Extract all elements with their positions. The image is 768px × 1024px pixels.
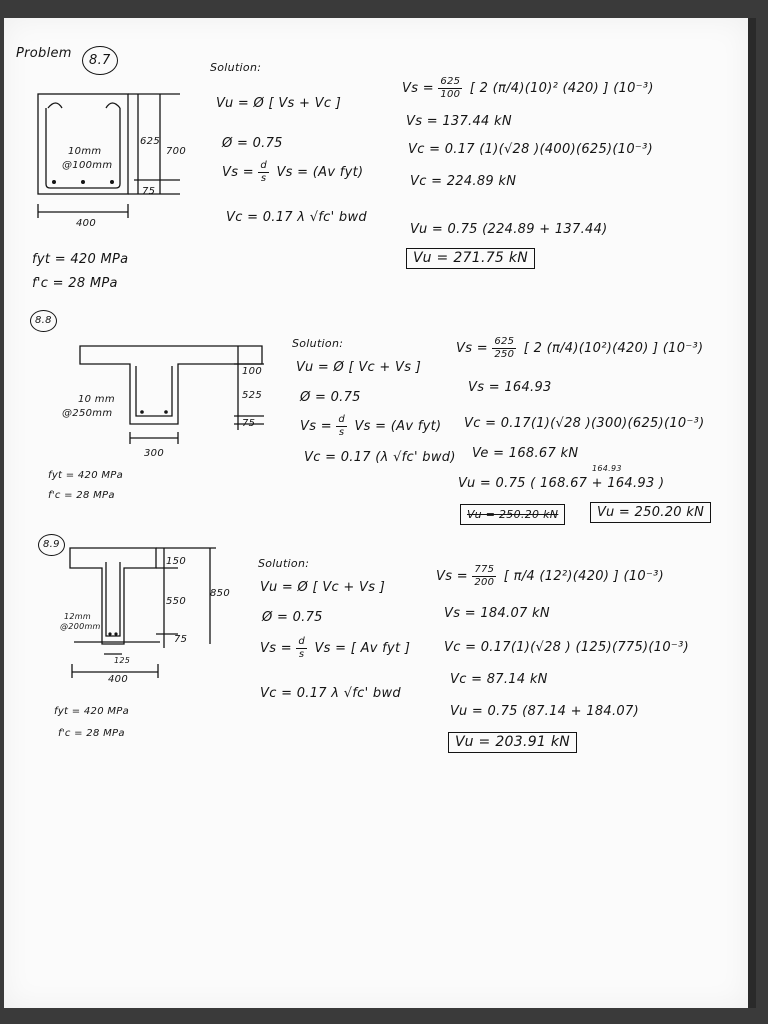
solution-title: Solution: — [258, 557, 310, 570]
answer-box: Vu = 203.91 kN — [448, 732, 577, 753]
dim-cover: 75 — [242, 418, 256, 429]
solution-phi: Ø = 0.75 — [262, 610, 323, 625]
solution-vu: Vu = Ø [ Vc + Vs ] — [296, 360, 422, 375]
work-vc: Vc = 0.17 (1)(√28 )(400)(625)(10⁻³) — [408, 142, 653, 157]
work-vc-result: Vc = 87.14 kN — [450, 672, 548, 687]
dim-cover: 75 — [174, 634, 188, 645]
d-over-s-fraction: $\frac{d}{s}$ — [260, 160, 267, 184]
work-vu: Vu = 0.75 ( 168.67 + 164.93 ) — [458, 476, 665, 491]
struck-answer: Vu = 250.20 kN — [460, 504, 565, 525]
above-note: 164.93 — [592, 464, 622, 473]
spacing-label: @250mm — [62, 408, 113, 419]
dim-web: 550 — [166, 596, 186, 607]
given-fyt: fyt = 420 MPa — [48, 470, 124, 481]
work-vs-fraction: $\frac{625}{250}$ — [494, 336, 515, 360]
work-vs-fraction: $\frac{775}{200}$ — [474, 564, 495, 588]
dim-h: 700 — [166, 146, 186, 157]
given-fyt: fyt = 420 MPa — [54, 706, 130, 717]
work-vs-result: Vs = 184.07 kN — [444, 606, 550, 621]
given-fyt: fyt = 420 MPa — [32, 252, 129, 267]
dim-width: 300 — [144, 448, 164, 459]
dim-d: 625 — [140, 136, 160, 147]
work-vs-result: Vs = 137.44 kN — [406, 114, 512, 129]
work-vu: Vu = 0.75 (87.14 + 184.07) — [450, 704, 639, 719]
solution-vc: Vc = 0.17 λ √fc' bwd — [226, 210, 367, 225]
work-vs: Vs = $\frac{625}{100}$ [ 2 (π/4)(10)² (420) ] (10⁻³) — [402, 76, 654, 100]
dim-d: 525 — [242, 390, 262, 401]
solution-vs: Vs = $\frac{d}{s}$ Vs = (Av fyt) — [300, 414, 442, 438]
work-vs: Vs = $\frac{775}{200}$ [ π/4 (12²)(420) ] (10⁻³) — [436, 564, 665, 588]
dim-flange: 150 — [166, 556, 186, 567]
d-over-s-fraction: $\frac{d}{s}$ — [298, 636, 305, 660]
solution-phi: Ø = 0.75 — [222, 136, 283, 151]
dim-web-width: 125 — [114, 656, 131, 665]
given-fc: f'c = 28 MPa — [32, 276, 118, 291]
solution-title: Solution: — [210, 61, 262, 74]
vs-prefix: Vs = — [222, 165, 254, 180]
work-vc-result: Ve = 168.67 kN — [472, 446, 579, 461]
vs-formula: Vs = (Av fyt) — [276, 165, 364, 180]
bar-size-label: 10 mm — [78, 394, 115, 405]
solution-vu: Vu = Ø [ Vc + Vs ] — [260, 580, 386, 595]
solution-vc: Vc = 0.17 λ √fc' bwd — [260, 686, 401, 701]
work-vc-result: Vc = 224.89 kN — [410, 174, 517, 189]
work-vs-result: Vs = 164.93 — [468, 380, 552, 395]
dim-flange: 100 — [242, 366, 262, 377]
answer-box: Vu = 271.75 kN — [406, 248, 535, 269]
dim-cover: 75 — [142, 186, 156, 197]
beam-section-rect — [30, 84, 190, 234]
given-fc: f'c = 28 MPa — [58, 728, 125, 739]
solution-title: Solution: — [292, 337, 344, 350]
bar-size-label: 10mm — [68, 146, 102, 157]
homework-sheet — [4, 18, 756, 1008]
solution-phi: Ø = 0.75 — [300, 390, 361, 405]
problem-number: 8.8 — [30, 310, 57, 332]
given-fc: f'c = 28 MPa — [48, 490, 115, 501]
dim-h: 850 — [210, 588, 230, 599]
problem-number: 8.9 — [38, 534, 65, 556]
bar-size-label: 12mm — [64, 612, 91, 621]
problem-number: 8.7 — [82, 46, 118, 75]
work-vc: Vc = 0.17(1)(√28 )(300)(625)(10⁻³) — [464, 416, 705, 431]
work-vs-fraction: $\frac{625}{100}$ — [440, 76, 461, 100]
problem-header: Problem — [16, 46, 72, 61]
work-vs: Vs = $\frac{625}{250}$ [ 2 (π/4)(10²)(420) ] (10⁻³) — [456, 336, 704, 360]
spacing-label: @100mm — [62, 160, 113, 171]
dim-width: 400 — [108, 674, 128, 685]
answer-box: Vu = 250.20 kN — [590, 502, 711, 523]
solution-vc: Vc = 0.17 (λ √fc' bwd) — [304, 450, 456, 465]
dim-width: 400 — [76, 218, 96, 229]
d-over-s-fraction: $\frac{d}{s}$ — [338, 414, 345, 438]
solution-vu: Vu = Ø [ Vs + Vc ] — [216, 96, 342, 111]
spacing-label: @200mm — [60, 622, 101, 631]
work-vu: Vu = 0.75 (224.89 + 137.44) — [410, 222, 608, 237]
solution-vs — [222, 160, 363, 185]
solution-vs: Vs = $\frac{d}{s}$ Vs = [ Av fyt ] — [260, 636, 411, 660]
work-vc: Vc = 0.17(1)(√28 ) (125)(775)(10⁻³) — [444, 640, 689, 655]
